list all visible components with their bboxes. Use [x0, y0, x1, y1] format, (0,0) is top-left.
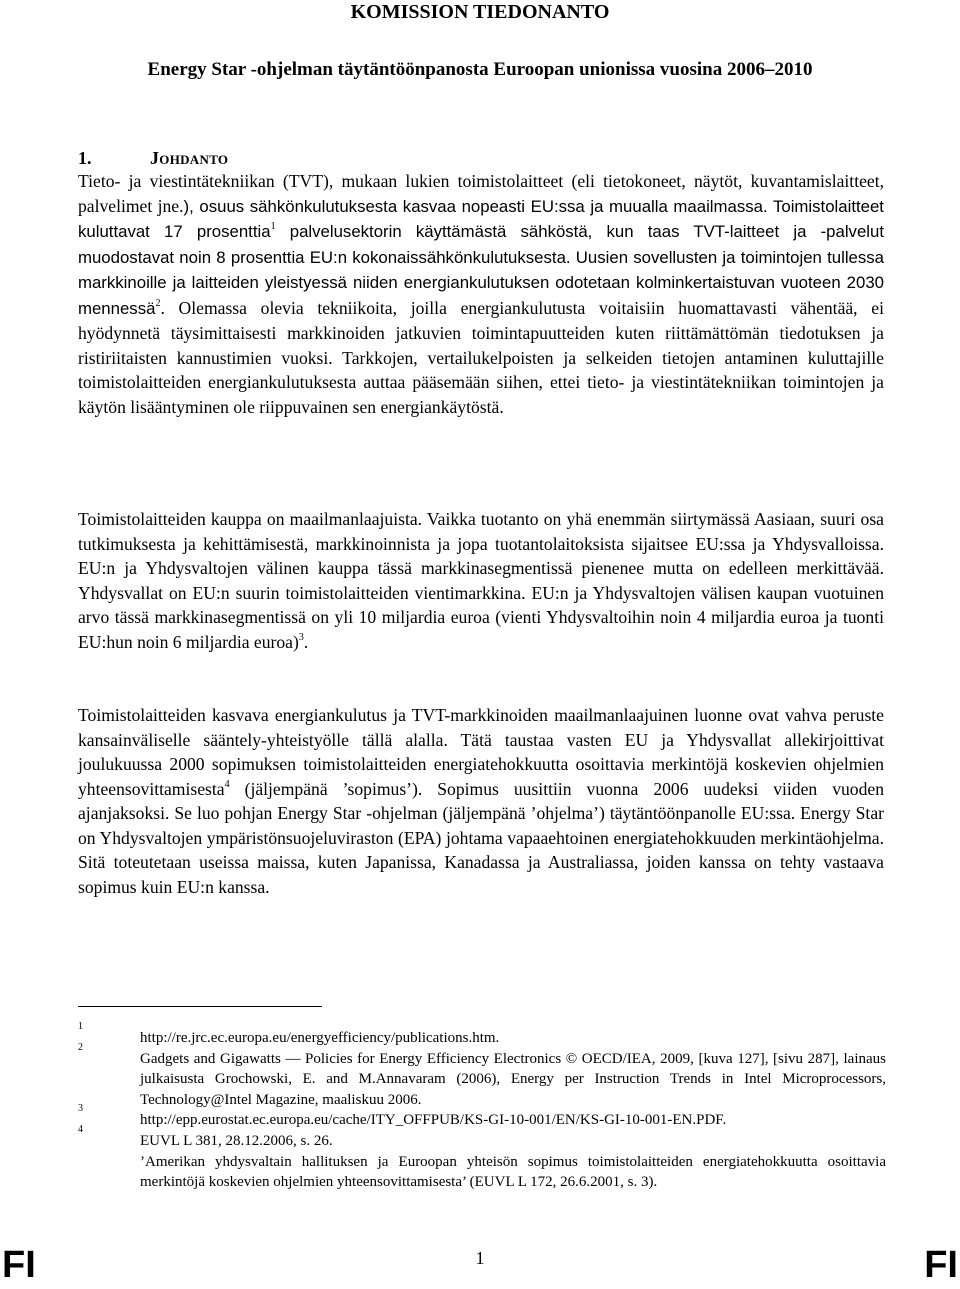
- footnote-2: [78, 1041, 886, 1111]
- page-number: 1: [475, 1248, 485, 1268]
- p3-sentence-1: Toimistolaitteiden kasvava energiankulutus ja TVT-markkinoiden maailmanlaajuinen luonne ovat vahva peruste kansainväliselle sääntely-yhteistyölle tällä alalla. Tätä taustaa vasten EU ja Yhdysvallat allekirjoittivat joulukuussa 2000 sopimuksen toimistolaitteiden energiatehokkuutta osoittavia merkintöjä koskevien ohjelmien yhteensovittamisesta: [78, 705, 884, 799]
- p3-sentence-2: (jäljempänä ’sopimus’). Sopimus uusittiin vuonna 2006 uudeksi viiden vuoden ajanjaksoksi. Se luo pohjan Energy Star -ohjelman (jäljempänä ’ohjelma’) täytäntöönpanolle EU:ssa. Energy Star on Yhdysvaltojen ympäristönsuojeluviraston (EPA) johtama vapaaehtoinen energiatehokkuuden merkintäohjelma. Sitä toteutetaan useissa maissa, kuten Japanissa, Kanadassa ja Australiassa, joiden kanssa on tehty vastaava sopimus kuin EU:n kanssa.: [78, 778, 884, 897]
- paragraph-1: [78, 169, 884, 419]
- footnote-text: EUVL L 381, 28.12.2006, s. 26.: [140, 1132, 333, 1149]
- footnote-number: 4: [78, 1123, 83, 1135]
- footnote-text-continued: ’Amerikan yhdysvaltain hallituksen ja Euroopan yhteisön sopimus toimistolaitteiden energiatehokkuutta osoittavia merkintöjä koskevien ohjelmien yhteensovittamisesta’ (EUVL L 172, 26.6.2001, s. 3).: [140, 1153, 886, 1191]
- footnote-4: [78, 1123, 886, 1193]
- footnote-text[interactable]: http://epp.eurostat.ec.europa.eu/cache/ITY_OFFPUB/KS-GI-10-001/EN/KS-GI-10-001-EN.PDF.: [140, 1112, 727, 1129]
- p2-sentence-2: .: [303, 631, 309, 652]
- p1-sentence-2: ), osuus sähkönkulutuksesta kasvaa nopeasti EU:ssa ja muualla maailmassa.: [183, 196, 768, 216]
- footnote-number: 2: [78, 1041, 83, 1053]
- footnote-text: Gadgets and Gigawatts — Policies for Energy Efficiency Electronics © OECD/IEA, 2009, [kuva 127], [sivu 287], lainaus julkaisusta Grochowski, E. and M.Annavaram (2006), Energy per Instruction Trends in Intel Microprocessors, Technology@Intel Magazine, maaliskuu 2006.: [140, 1050, 886, 1108]
- p1-sentence-4a: Uusien sovellusten ja toimintojen tullessa markkinoille ja laitteiden yleistyessä niiden energiankulutuksen odotetaan kolminkertaistuvan vuoteen 2030 mennessä: [78, 247, 884, 318]
- p2-sentence-1: Toimistolaitteiden kauppa on maailmanlaajuista. Vaikka tuotanto on yhä enemmän siirtymässä Aasiaan, suuri osa tutkimuksesta ja kehittämisestä, markkinoinnista ja jopa tuotantolaitoksista sijaitsee EU:ssa ja Yhdysvalloissa. EU:n ja Yhdysvaltojen välinen kauppa tässä markkinasegmentissä pienenee mutta on edelleen merkittävää. Yhdysvallat on EU:n suurin toimistolaitteiden vientimarkkina. EU:n ja Yhdysvaltojen välisen kaupan vuotuinen arvo tässä markkinasegmentissä on yli 10 miljardia euroa (vienti Yhdysvaltoihin noin 4 miljardia euroa ja tuonti EU:hun noin 6 miljardia euroa): [78, 509, 884, 652]
- paragraph-2: [78, 507, 884, 654]
- footnote-ref-2[interactable]: 2: [155, 297, 161, 309]
- footnote-ref-3[interactable]: 3: [298, 631, 304, 643]
- footnote-text[interactable]: http://re.jrc.ec.europa.eu/energyefficiency/publications.htm.: [140, 1030, 500, 1046]
- footnote-number: 1: [78, 1021, 83, 1032]
- p1-sentence-3a: Toimistolaitteet kuluttavat 17 prosenttia: [78, 196, 884, 241]
- footnotes: [78, 1021, 886, 1193]
- language-code-right: FI: [924, 1244, 958, 1286]
- p1-sentence-4b: . Olemassa olevia tekniikoita, joilla energiankulutusta voitaisiin huomattavasti vähentää, ei hyödynnetä täysimittaisesti markkinoiden jatkuvien toimintapuutteiden kuten riittämättömän tiedotuksen ja ristiriitaisten kannustimien vuoksi. Tarkkojen, vertailukelpoisten ja selkeiden tietojen antaminen kuluttajille toimistolaitteiden energiankulutuksesta auttaa pääsemään siihen, ettei tieto- ja viestintätekniikan toimintojen ja käytön lisääntyminen ole riippuvainen sen energiankäytöstä.: [78, 297, 884, 417]
- footnote-separator: [78, 1006, 322, 1007]
- footnote-number: 3: [78, 1103, 83, 1115]
- footnote-3: [78, 1103, 886, 1131]
- section-number: 1.: [78, 148, 92, 168]
- p1-sentence-3b: palvelusektorin käyttämästä sähköstä, kun taas TVT-laitteet ja -palvelut muodostavat noin 8 prosenttia EU:n kokonaissähkönkulutuksesta.: [78, 222, 885, 267]
- footnote-1: [78, 1021, 886, 1049]
- language-code-left: FI: [2, 1244, 36, 1286]
- section-title: Johdanto: [150, 148, 229, 168]
- paragraph-3: [78, 703, 884, 899]
- footnote-ref-4[interactable]: 4: [224, 778, 230, 790]
- document-subtitle: Energy Star -ohjelman täytäntöönpanosta Euroopan unionissa vuosina 2006–2010: [147, 59, 813, 80]
- p1-sentence-1: Tieto- ja viestintätekniikan (TVT), mukaan lukien toimistolaitteet (eli tietokoneet, näytöt, kuvantamislaitteet, palvelimet jne.: [78, 171, 884, 216]
- footnote-ref-1[interactable]: 1: [270, 221, 276, 233]
- section-heading: [78, 146, 228, 170]
- document-title: KOMISSION TIEDONANTO: [350, 1, 610, 23]
